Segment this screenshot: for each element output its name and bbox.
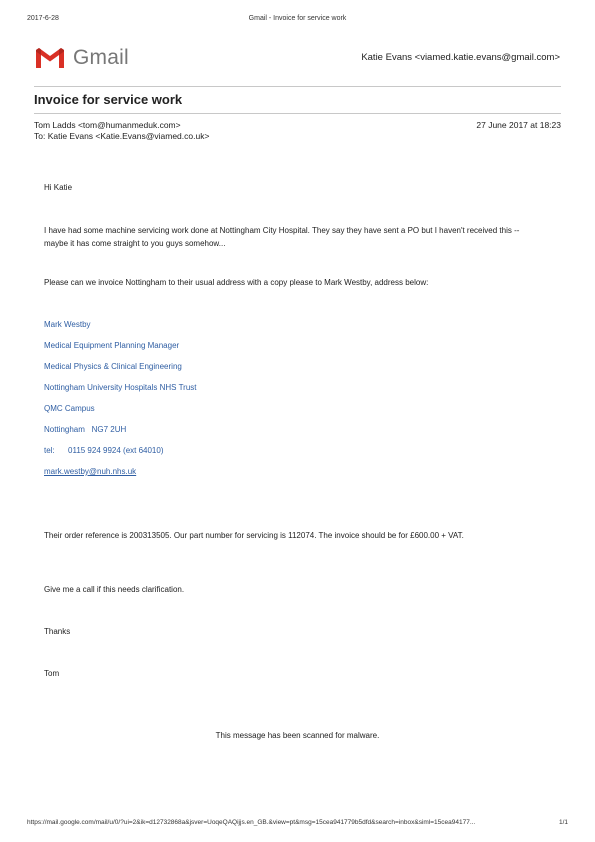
signature-email-link[interactable]: mark.westby@nuh.nhs.uk bbox=[44, 467, 137, 476]
signature-city-postcode: Nottingham NG7 2UH bbox=[44, 425, 127, 434]
email-paragraph: Their order reference is 200313505. Our part number for servicing is 112074. The invoice should be for £600.00 + VAT. bbox=[44, 531, 464, 540]
email-paragraph: Please can we invoice Nottingham to their usual address with a copy please to Mark Westby, address below: bbox=[44, 278, 429, 287]
signature-department: Medical Physics & Clinical Engineering bbox=[44, 362, 182, 371]
signature-name: Mark Westby bbox=[44, 320, 91, 329]
email-greeting: Hi Katie bbox=[44, 183, 73, 192]
malware-scan-notice: This message has been scanned for malware. bbox=[215, 731, 380, 740]
header-divider bbox=[34, 86, 561, 87]
email-paragraph: I have had some machine servicing work done at Nottingham City Hospital. They say they have sent a PO but I haven't received this -- maybe it has come straight to you guys somehow... bbox=[44, 226, 520, 248]
account-label: Katie Evans <viamed.katie.evans@gmail.com> bbox=[361, 52, 560, 63]
gmail-logo[interactable] bbox=[34, 45, 129, 71]
gmail-wordmark: Gmail bbox=[73, 46, 129, 69]
print-footer-url: https://mail.google.com/mail/u/0/?ui=2&ik=d12732868a&jsver=UoqeQAQijjs.en_GB.&view=pt&msg=15cea941779b5dfd&search=inbox&siml=15cea94177... bbox=[27, 819, 476, 826]
email-recipient: To: Katie Evans <Katie.Evans@viamed.co.uk> bbox=[34, 131, 210, 141]
signature-phone: tel: 0115 924 9924 (ext 64010) bbox=[44, 446, 164, 455]
email-sender-name: Tom bbox=[44, 669, 60, 678]
subject-divider bbox=[34, 113, 561, 114]
print-title: Gmail - Invoice for service work bbox=[248, 15, 347, 22]
email-subject: Invoice for service work bbox=[34, 92, 183, 107]
email-sender: Tom Ladds <tom@humanmeduk.com> bbox=[34, 120, 181, 130]
signature-job-title: Medical Equipment Planning Manager bbox=[44, 341, 180, 350]
email-signoff: Thanks bbox=[44, 627, 71, 636]
email-date: 27 June 2017 at 18:23 bbox=[476, 120, 561, 130]
email-paragraph: Give me a call if this needs clarification. bbox=[44, 585, 185, 594]
print-date: 2017-6-28 bbox=[27, 15, 59, 22]
gmail-envelope-icon bbox=[34, 46, 66, 70]
signature-campus: QMC Campus bbox=[44, 404, 95, 413]
page-number: 1/1 bbox=[558, 819, 568, 826]
signature-organisation: Nottingham University Hospitals NHS Trust bbox=[44, 383, 197, 392]
